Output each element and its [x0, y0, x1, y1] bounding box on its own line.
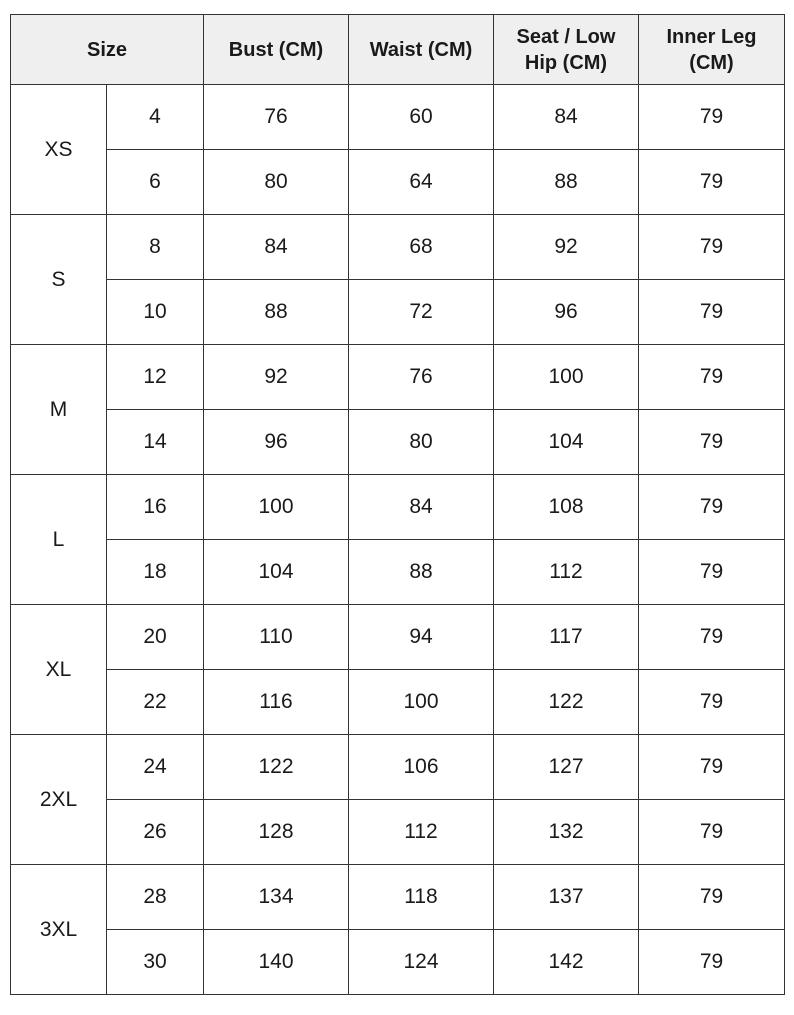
bust-cell: 84: [204, 215, 349, 280]
header-size: Size: [11, 15, 204, 85]
waist-cell: 64: [349, 150, 494, 215]
table-row: [11, 475, 785, 540]
waist-cell: 112: [349, 800, 494, 865]
waist-cell: 124: [349, 930, 494, 995]
bust-cell: 100: [204, 475, 349, 540]
hip-cell: 96: [494, 280, 639, 345]
size-number-cell: 4: [107, 85, 204, 150]
size-label-cell: L: [11, 475, 107, 605]
bust-cell: 76: [204, 85, 349, 150]
inner-leg-cell: 79: [639, 605, 785, 670]
inner-leg-cell: 79: [639, 215, 785, 280]
inner-leg-cell: 79: [639, 475, 785, 540]
inner-leg-cell: 79: [639, 280, 785, 345]
inner-leg-cell: 79: [639, 670, 785, 735]
table-row: [11, 85, 785, 150]
table-row: [11, 670, 785, 735]
header-inner-leg-line2: (CM): [689, 51, 734, 74]
inner-leg-cell: 79: [639, 800, 785, 865]
waist-cell: 94: [349, 605, 494, 670]
table-row: [11, 930, 785, 995]
waist-cell: 60: [349, 85, 494, 150]
size-number-cell: 26: [107, 800, 204, 865]
hip-cell: 88: [494, 150, 639, 215]
size-number-cell: 28: [107, 865, 204, 930]
table-row: [11, 735, 785, 800]
size-number-cell: 14: [107, 410, 204, 475]
hip-cell: 142: [494, 930, 639, 995]
size-number-cell: 8: [107, 215, 204, 280]
bust-cell: 88: [204, 280, 349, 345]
bust-cell: 92: [204, 345, 349, 410]
hip-cell: 84: [494, 85, 639, 150]
size-label-cell: S: [11, 215, 107, 345]
table-row: [11, 865, 785, 930]
table-row: [11, 150, 785, 215]
bust-cell: 116: [204, 670, 349, 735]
bust-cell: 122: [204, 735, 349, 800]
hip-cell: 127: [494, 735, 639, 800]
inner-leg-cell: 79: [639, 540, 785, 605]
inner-leg-cell: 79: [639, 150, 785, 215]
waist-cell: 72: [349, 280, 494, 345]
hip-cell: 100: [494, 345, 639, 410]
hip-cell: 108: [494, 475, 639, 540]
hip-cell: 132: [494, 800, 639, 865]
bust-cell: 96: [204, 410, 349, 475]
size-number-cell: 20: [107, 605, 204, 670]
size-label-cell: XL: [11, 605, 107, 735]
table-row: [11, 540, 785, 605]
size-number-cell: 22: [107, 670, 204, 735]
inner-leg-cell: 79: [639, 345, 785, 410]
size-number-cell: 30: [107, 930, 204, 995]
size-label-cell: M: [11, 345, 107, 475]
waist-cell: 100: [349, 670, 494, 735]
bust-cell: 110: [204, 605, 349, 670]
bust-cell: 104: [204, 540, 349, 605]
bust-cell: 128: [204, 800, 349, 865]
header-inner-leg-line1: Inner Leg: [666, 25, 757, 48]
size-number-cell: 10: [107, 280, 204, 345]
size-number-cell: 12: [107, 345, 204, 410]
waist-cell: 88: [349, 540, 494, 605]
size-label-cell: 2XL: [11, 735, 107, 865]
hip-cell: 104: [494, 410, 639, 475]
header-waist: Waist (CM): [349, 15, 494, 85]
table-row: [11, 800, 785, 865]
header-inner-leg: [639, 15, 785, 85]
size-chart-table: [10, 14, 785, 995]
size-label-cell: 3XL: [11, 865, 107, 995]
size-number-cell: 16: [107, 475, 204, 540]
table-row: [11, 410, 785, 475]
size-number-cell: 24: [107, 735, 204, 800]
inner-leg-cell: 79: [639, 865, 785, 930]
size-number-cell: 18: [107, 540, 204, 605]
header-bust: Bust (CM): [204, 15, 349, 85]
waist-cell: 84: [349, 475, 494, 540]
table-header: [11, 15, 785, 85]
waist-cell: 118: [349, 865, 494, 930]
bust-cell: 134: [204, 865, 349, 930]
inner-leg-cell: 79: [639, 735, 785, 800]
table-body: [11, 85, 785, 995]
header-seat-hip-line2: Hip (CM): [524, 51, 608, 74]
waist-cell: 80: [349, 410, 494, 475]
table-row: [11, 605, 785, 670]
table-row: [11, 215, 785, 280]
inner-leg-cell: 79: [639, 85, 785, 150]
table-row: [11, 345, 785, 410]
inner-leg-cell: 79: [639, 930, 785, 995]
hip-cell: 92: [494, 215, 639, 280]
size-label-cell: XS: [11, 85, 107, 215]
header-seat-hip-line1: Seat / Low: [516, 25, 616, 48]
waist-cell: 76: [349, 345, 494, 410]
hip-cell: 117: [494, 605, 639, 670]
inner-leg-cell: 79: [639, 410, 785, 475]
bust-cell: 140: [204, 930, 349, 995]
waist-cell: 106: [349, 735, 494, 800]
header-seat-hip: [494, 15, 639, 85]
hip-cell: 137: [494, 865, 639, 930]
bust-cell: 80: [204, 150, 349, 215]
hip-cell: 112: [494, 540, 639, 605]
size-number-cell: 6: [107, 150, 204, 215]
waist-cell: 68: [349, 215, 494, 280]
header-row: [11, 15, 785, 85]
table-row: [11, 280, 785, 345]
hip-cell: 122: [494, 670, 639, 735]
